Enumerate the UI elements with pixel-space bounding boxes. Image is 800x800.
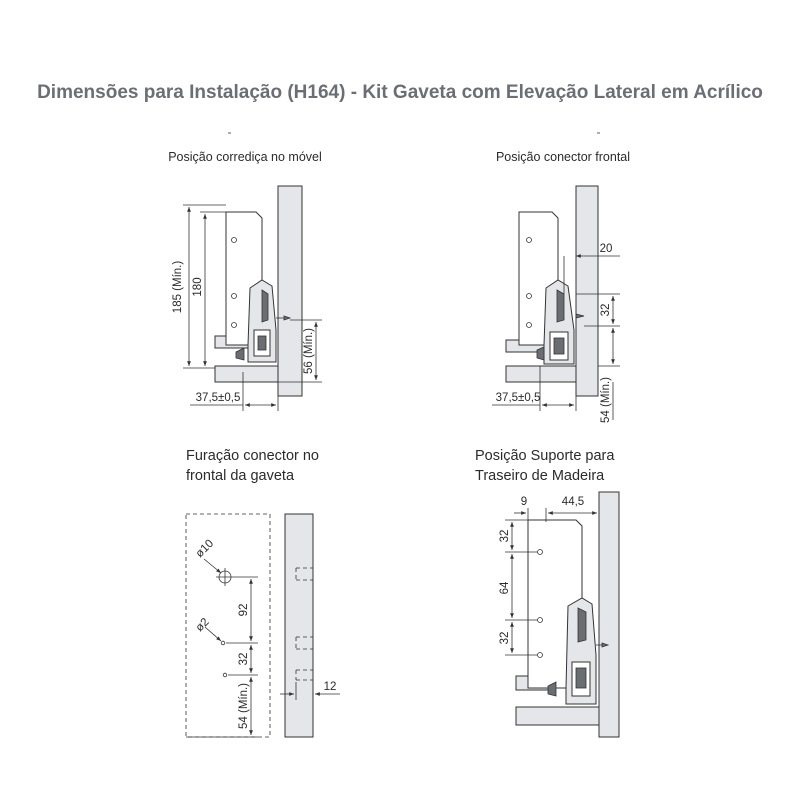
dim-56-min: 56 (Mín.) [303, 327, 315, 375]
drawer-front-side-view [285, 514, 313, 737]
panel-slide-position [168, 150, 322, 411]
panel-slide-caption: Posição corrediça no móvel [168, 150, 322, 164]
cabinet-bottom [516, 707, 599, 725]
dim-54-min-connector: 54 (Mín.) [600, 376, 612, 424]
dim-32-connector: 32 [600, 303, 612, 317]
dim-180: 180 [192, 277, 204, 297]
dim-12: 12 [323, 681, 337, 693]
panel-support-caption-line2: Traseiro de Madeira [475, 468, 605, 484]
dim-20: 20 [599, 243, 613, 255]
dim-37-5-connector: 37,5±0,5 [495, 392, 541, 404]
panel-drilling-caption-line1: Furação conector no [186, 448, 319, 464]
diagram-title: Dimensões para Instalação (H164) - Kit Gaveta com Elevação Lateral em Acrílico [37, 82, 763, 103]
dim-92: 92 [238, 603, 250, 617]
cabinet-bottom [215, 366, 278, 382]
dim-54-min-drilling: 54 (Mín.) [238, 682, 250, 730]
dim-37-5-slide: 37,5±0,5 [195, 392, 241, 404]
dim-64-support: 64 [499, 581, 511, 595]
dim-32-support-bottom: 32 [499, 631, 511, 645]
cabinet-side-panel [278, 186, 302, 396]
cabinet-bottom [506, 366, 576, 382]
dim-d2: ø2 [193, 616, 212, 635]
cabinet-side-panel [599, 492, 619, 737]
dim-44-5: 44,5 [561, 496, 585, 508]
panel-drilling-caption-line2: frontal da gaveta [186, 468, 295, 484]
dim-185-min: 185 (Mín.) [172, 260, 184, 314]
dim-32-drilling: 32 [238, 652, 250, 666]
panel-front-drilling [186, 448, 340, 737]
dim-9: 9 [520, 496, 528, 508]
panel-support-caption-line1: Posição Suporte para [475, 448, 615, 464]
cabinet-side-panel [576, 186, 598, 396]
panel-connector-caption: Posição conector frontal [495, 150, 631, 164]
dim-d10: ø10 [193, 537, 217, 561]
panel-connector-position [492, 150, 630, 423]
dim-32-support-top: 32 [499, 529, 511, 543]
panel-rear-support [475, 448, 619, 737]
hole-d2 [221, 641, 225, 645]
